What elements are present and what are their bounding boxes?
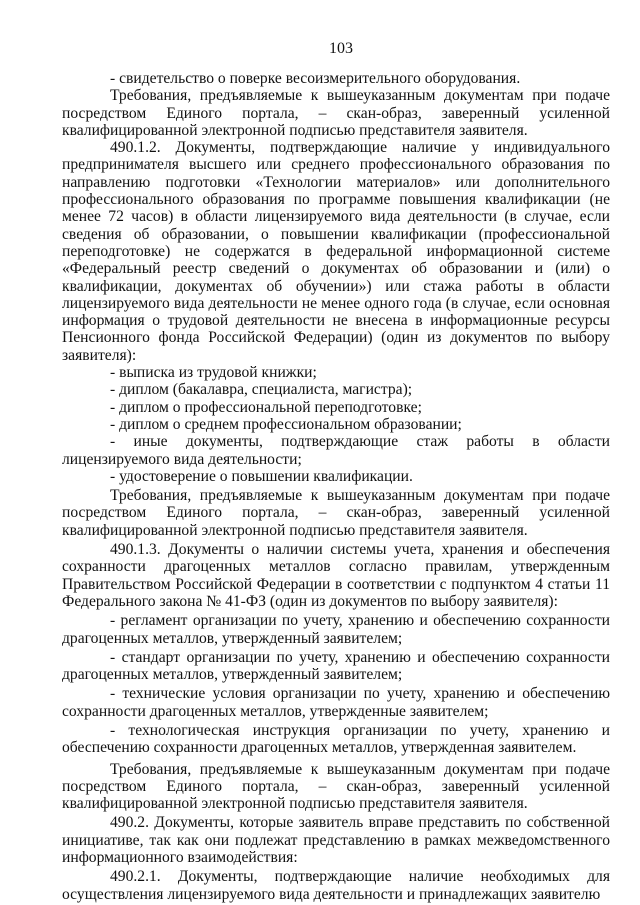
list-item: - свидетельство о поверке весоизмерительного оборудования.: [110, 70, 521, 87]
paragraph: 490.2.1. Документы, подтверждающие наличие необходимых для осуществления лицензируемого вида деятельности и принадлежащих заявителю: [62, 868, 610, 903]
list-item: - стандарт организации по учету, хранению и обеспечению сохранности драгоценных металлов, утвержденный заявителем;: [62, 648, 610, 684]
paragraph: Требования, предъявляемые к вышеуказанным документам при подаче посредством Единого портала, – скан-образ, заверенный усиленной квалифицированной электронной подписью представителя заявителя.: [62, 760, 610, 813]
list-item: - выписка из трудовой книжки;: [110, 364, 317, 382]
list-item: - регламент организации по учету, хранению и обеспечению сохранности драгоценных металлов, утвержденный заявителем;: [62, 612, 610, 647]
list-item: - иные документы, подтверждающие стаж работы в области лицензируемого вида деятельности;: [62, 433, 610, 468]
paragraph: 490.1.2. Документы, подтверждающие наличие у индивидуального предпринимателя высшего или среднего профессионального образования по направлению подготовки «Технологии материалов» или дополнительного профессионального образования по программе повышения квалификации (не менее 72 часов) в области лицензируемого вида деятельности (в случае, если сведения об образовании, о повышении квалификации (профессиональной переподготовке) не содержатся в федеральной информационной системе «Федеральный реестр сведений о документах об образовании и (или) о квалификации, документах об обучении») или стажа работы в области лицензируемого вида деятельности не менее одного года (в случае, если основная информация о трудовой деятельности не внесена в информационные ресурсы Пенсионного фонда Российской Федерации) (один из документов по выбору заявителя):: [62, 139, 610, 364]
list-item: - удостоверение о повышении квалификации.: [110, 467, 413, 485]
paragraph: 490.1.3. Документы о наличии системы учета, хранения и обеспечения сохранности драгоценных металлов согласно правилам, утвержденным Правительством Российской Федерации в соответствии с подпунктом 4 статьи 11 Федерального закона № 41-ФЗ (один из документов по выбору заявителя):: [62, 541, 610, 610]
list-item: - диплом (бакалавра, специалиста, магистра);: [110, 381, 413, 399]
list-item: - диплом о профессиональной переподготовке;: [110, 398, 422, 416]
list-item: - диплом о среднем профессиональном образовании;: [110, 415, 462, 433]
list-item: - технические условия организации по учету, хранению и обеспечению сохранности драгоценных металлов, утвержденные заявителем;: [62, 685, 610, 720]
page-number: 103: [329, 40, 353, 57]
paragraph: Требования, предъявляемые к вышеуказанным документам при подаче посредством Единого портала, – скан-образ, заверенный усиленной квалифицированной электронной подписью представителя заявителя.: [62, 87, 610, 139]
list-item: - технологическая инструкция организации по учету, хранению и обеспечению сохранности драгоценных металлов, утвержденная заявителем.: [62, 721, 610, 757]
document-body: [62, 70, 610, 903]
paragraph: 490.2. Документы, которые заявитель вправе представить по собственной инициативе, так как они подлежат представлению в рамках межведомственного информационного взаимодействия:: [62, 814, 610, 867]
paragraph: Требования, предъявляемые к вышеуказанным документам при подаче посредством Единого портала, – скан-образ, заверенный усиленной квалифицированной электронной подписью представителя заявителя.: [62, 487, 610, 539]
